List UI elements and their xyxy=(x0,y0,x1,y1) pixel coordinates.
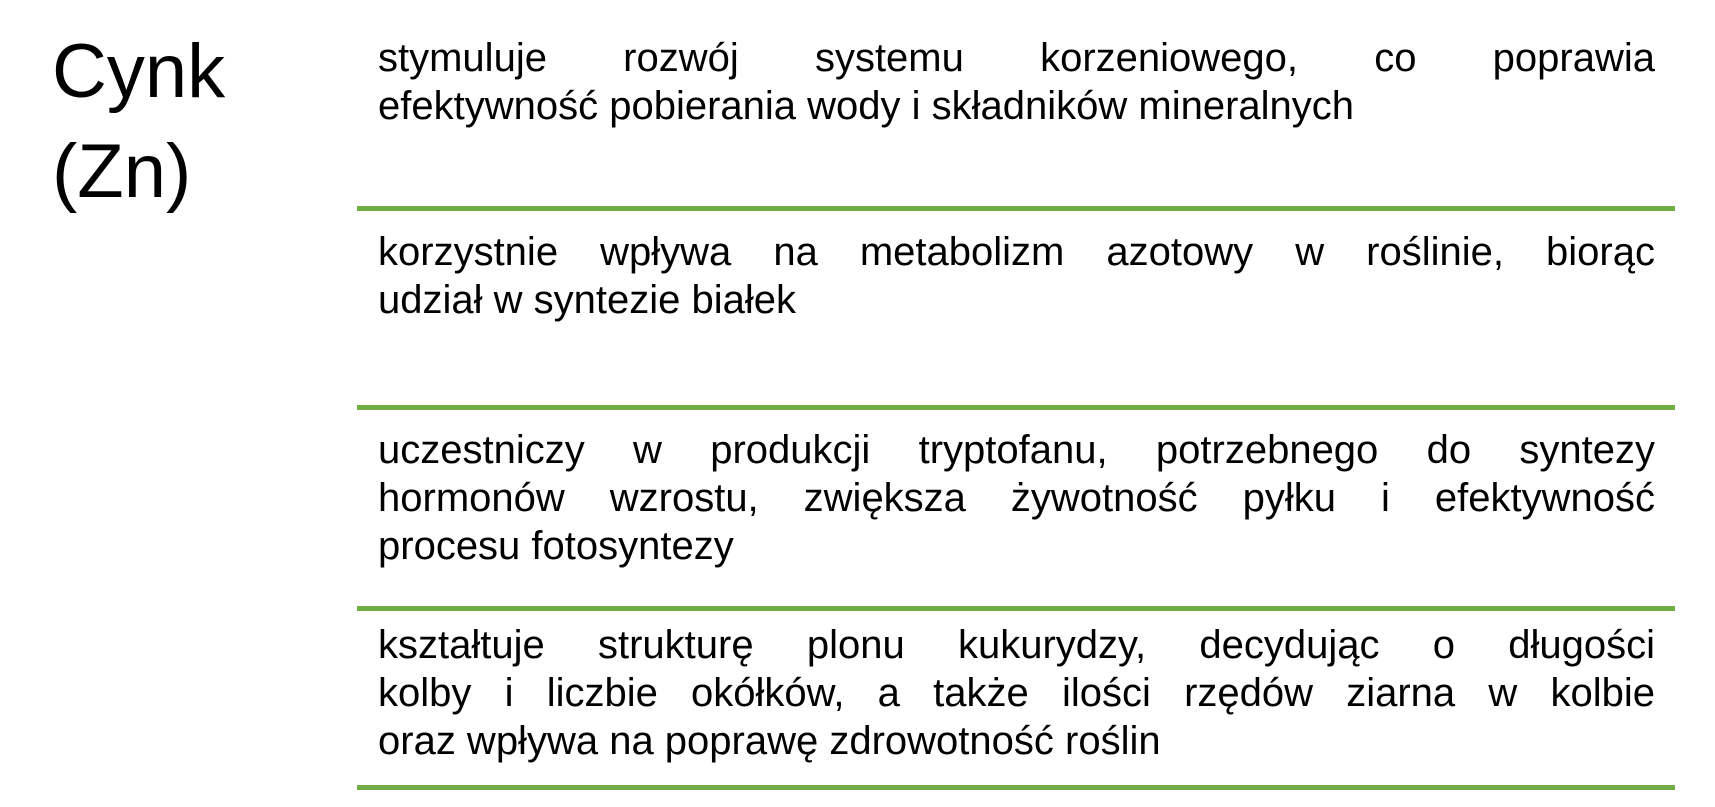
property-row xyxy=(357,228,1675,410)
property-rows xyxy=(357,0,1675,790)
text-line: stymuluje rozwój systemu korzeniowego, co poprawia xyxy=(378,36,1655,80)
row-divider xyxy=(357,606,1675,611)
property-text xyxy=(357,426,1675,570)
text-line: procesu fotosyntezy xyxy=(378,524,734,568)
property-text xyxy=(357,34,1675,130)
row-divider xyxy=(357,785,1675,790)
text-line: kształtuje strukturę plonu kukurydzy, decydując o długości xyxy=(378,623,1655,667)
text-line: efektywność pobierania wody i składników mineralnych xyxy=(378,84,1355,128)
property-row xyxy=(357,426,1675,611)
property-text xyxy=(357,228,1675,324)
row-divider xyxy=(357,405,1675,410)
property-row xyxy=(357,34,1675,211)
text-line: hormonów wzrostu, zwiększa żywotność pyłku i efektywność xyxy=(378,476,1655,520)
text-line: udział w syntezie białek xyxy=(378,278,796,322)
property-text xyxy=(357,621,1675,765)
element-header xyxy=(52,22,225,222)
element-symbol: (Zn) xyxy=(52,129,192,214)
text-line: oraz wpływa na poprawę zdrowotność roślin xyxy=(378,719,1161,763)
element-name: Cynk xyxy=(52,29,226,114)
row-divider xyxy=(357,206,1675,211)
text-line: uczestniczy w produkcji tryptofanu, potrzebnego do syntezy xyxy=(378,428,1655,472)
text-line: kolby i liczbie okółków, a także ilości rzędów ziarna w kolbie xyxy=(378,671,1655,715)
text-line: korzystnie wpływa na metabolizm azotowy w roślinie, biorąc xyxy=(378,230,1655,274)
property-row xyxy=(357,621,1675,790)
